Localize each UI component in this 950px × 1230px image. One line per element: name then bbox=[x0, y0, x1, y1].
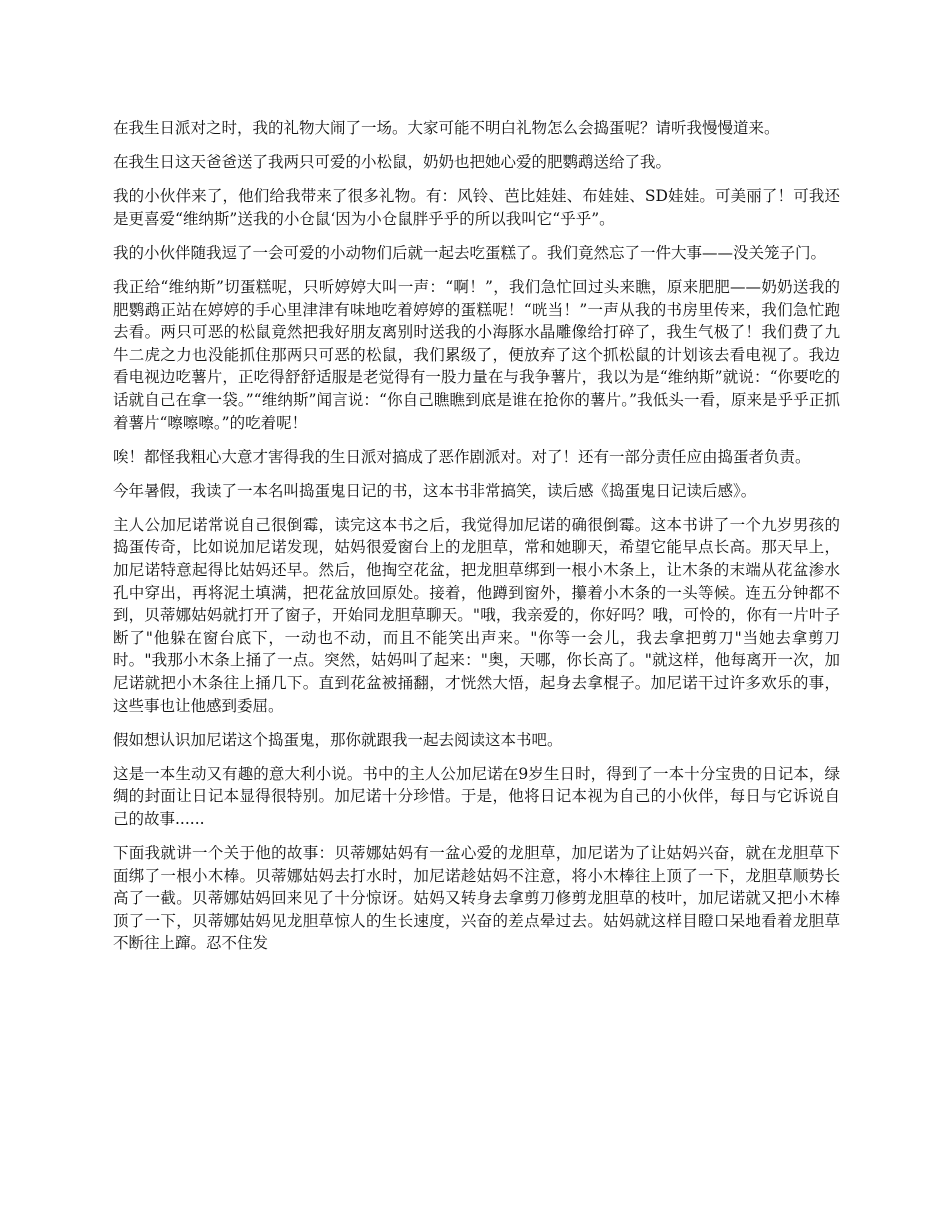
paragraph-8: 主人公加尼诺常说自己很倒霉，读完这本书之后，我觉得加尼诺的确很倒霉。这本书讲了一个九岁男孩的捣蛋传奇，比如说加尼诺发现，姑妈很爱窗台上的龙胆草，常和她聊天，希望它能早点长高。那天早上，加尼诺特意起得比姑妈还早。然后，他掏空花盆，把龙胆草绑到一根小木条上，让木条的末端从花盆渗水孔中穿出，再将泥土填满，把花盆放回原处。接着，他蹲到窗外，攥着小木条的一头等候。连五分钟都不到，贝蒂娜姑妈就打开了窗子，开始同龙胆草聊天。"哦，我亲爱的，你好吗？哦，可怜的，你有一片叶子断了"他躲在窗台底下，一动也不动，而且不能笑出声来。"你等一会儿，我去拿把剪刀"当她去拿剪刀时。"我那小木条上捅了一点。突然，姑妈叫了起来："奥，天哪，你长高了。"就这样，他每离开一次，加尼诺就把小木条往上捅几下。直到花盆被捅翻，才恍然大悟，起身去拿棍子。加尼诺干过许多欢乐的事，这些事也让他感到委屈。 bbox=[113, 515, 840, 715]
paragraph-11: 下面我就讲一个关于他的故事：贝蒂娜姑妈有一盆心爱的龙胆草，加尼诺为了让姑妈兴奋，就在龙胆草下面绑了一根小木棒。贝蒂娜姑妈去打水时，加尼诺趁姑妈不注意，将小木棒往上顶了一下，龙胆草顺势长高了一截。贝蒂娜姑妈回来见了十分惊讶。姑妈又转身去拿剪刀修剪龙胆草的枝叶，加尼诺就又把小木棒顶了一下，贝蒂娜姑妈见龙胆草惊人的生长速度，兴奋的差点晕过去。姑妈就这样目瞪口呆地看着龙胆草不断往上蹿。忍不住发 bbox=[113, 844, 840, 953]
paragraph-4: 我的小伙伴随我逗了一会可爱的小动物们后就一起去吃蛋糕了。我们竟然忘了一件大事——没关笼子门。 bbox=[113, 243, 827, 262]
paragraph-5: 我正给“维纳斯”切蛋糕呢，只听婷婷大叫一声：“啊！”，我们急忙回过头来瞧，原来肥肥——奶奶送我的肥鹦鹉正站在婷婷的手心里津津有味地吃着婷婷的蛋糕呢！“咣当！”一声从我的书房里传来，我们急忙跑去看。两只可恶的松鼠竟然把我好朋友离别时送我的小海豚水晶雕像给打碎了，我生气极了！我们费了九牛二虎之力也没能抓住那两只可恶的松鼠，我们累级了，便放弃了这个抓松鼠的计划该去看电视了。我边看电视边吃薯片，正吃得舒舒适服是老觉得有一股力量在与我争薯片，我以为是“维纳斯”就说：“你要吃的话就自己在拿一袋。”“维纳斯”闻言说：“你自己瞧瞧到底是谁在抢你的薯片。”我低头一看，原来是乎乎正抓着薯片“嚓嚓嚓。”的吃着呢！ bbox=[113, 277, 840, 432]
paragraph-6: 唉！都怪我粗心大意才害得我的生日派对搞成了恶作剧派对。对了！还有一部分责任应由捣蛋者负责。 bbox=[113, 447, 811, 466]
paragraph-10: 这是一本生动又有趣的意大利小说。书中的主人公加尼诺在9岁生日时，得到了一本十分宝贵的日记本，绿绸的封面让日记本显得很特别。加尼诺十分珍惜。于是，他将日记本视为自己的小伙伴，每日与它诉说自己的故事...... bbox=[113, 764, 840, 828]
paragraph-2: 在我生日这天爸爸送了我两只可爱的小松鼠，奶奶也把她心爱的肥鹦鹉送给了我。 bbox=[113, 153, 672, 172]
paragraph-9: 假如想认识加尼诺这个捣蛋鬼，那你就跟我一起去阅读这本书吧。 bbox=[113, 730, 563, 749]
paragraph-3: 我的小伙伴来了，他们给我带来了很多礼物。有：风铃、芭比娃娃、布娃娃、SD娃娃。可美丽了！可我还是更喜爱“维纳斯”送我的小仓鼠‘因为小仓鼠胖乎乎的所以我叫它“乎乎”。 bbox=[113, 187, 840, 228]
paragraph-7: 今年暑假，我读了一本名叫捣蛋鬼日记的书，这本书非常搞笑，读后感《捣蛋鬼日记读后感》。 bbox=[113, 481, 757, 500]
paragraph-1: 在我生日派对之时，我的礼物大闹了一场。大家可能不明白礼物怎么会捣蛋呢？请听我慢慢道来。 bbox=[113, 119, 780, 137]
document-page bbox=[113, 117, 840, 967]
